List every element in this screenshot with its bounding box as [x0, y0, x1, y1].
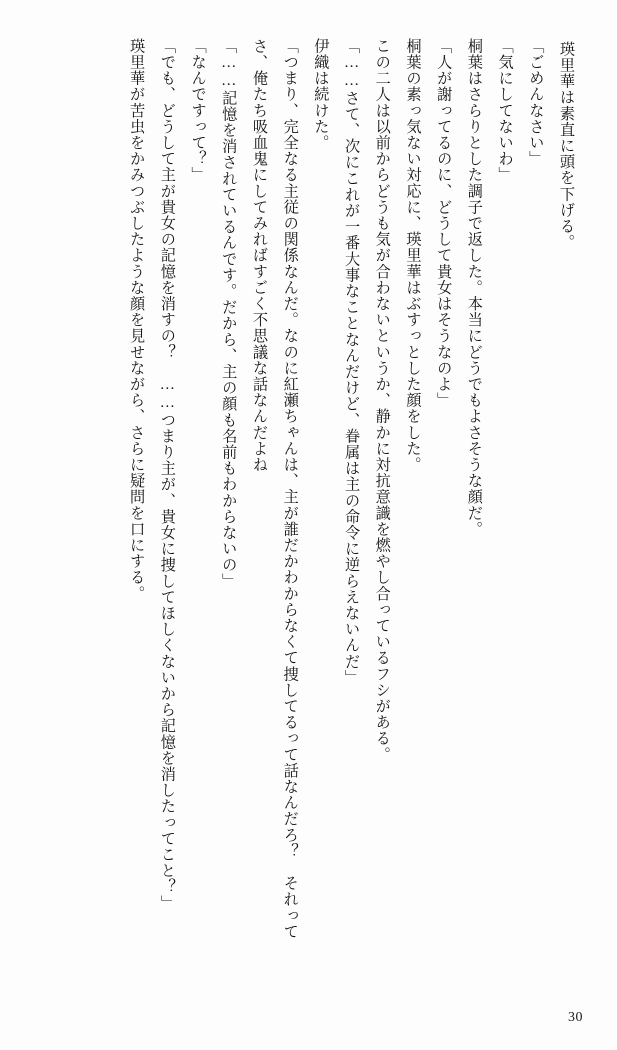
paragraph: 「ごめんなさい」 — [527, 38, 545, 167]
paragraph: 「なんですって？」 — [189, 38, 207, 183]
paragraph: この二人は以前からどうも気が合わないというか、静かに対抗意識を燃やし合っているフシがある。 — [373, 38, 391, 763]
page-body-text — [36, 38, 581, 958]
paragraph: 桐葉はさらりとした調子で返した。本当にどうでもよさそうな顔だ。 — [465, 38, 483, 538]
paragraph: 伊織は続けた。 — [312, 38, 330, 151]
paragraph: 瑛里華が苦虫をかみつぶしたような顔を見せながら、さらに疑問を口にする。 — [128, 38, 146, 602]
page-number: 30 — [568, 1010, 583, 1025]
paragraph: 「でも、どうして主が貴女の記憶を消すの？ ……つまり主が、貴女に捜してほしくないから記憶を消したってこと？」 — [158, 38, 176, 911]
paragraph: 「気にしてないわ」 — [496, 38, 514, 183]
paragraph: 桐葉の素っ気ない対応に、瑛里華はぶすっとした顔をした。 — [404, 38, 422, 473]
paragraph: 瑛里華は素直に頭を下げる。 — [558, 41, 575, 251]
paragraph: 「つまり、完全なる主従の関係なんだ。なのに紅瀬ちゃんは、主が誰だかわからなくて捜してるって話なんだろ？ それってさ、俺たち吸血鬼にしてみればすごく不思議な話なんだよね — [250, 38, 299, 940]
paragraph: 「……記憶を消されているんです。だから、主の顔も名前もわからないの」 — [220, 38, 238, 589]
paragraph: 「人が謝ってるのに、どうして貴女はそうなのよ」 — [435, 38, 453, 409]
paragraph: 「……さて、次にこれが一番大事なことなんだけど、眷属は主の命令に逆らえないんだ」 — [343, 38, 361, 686]
